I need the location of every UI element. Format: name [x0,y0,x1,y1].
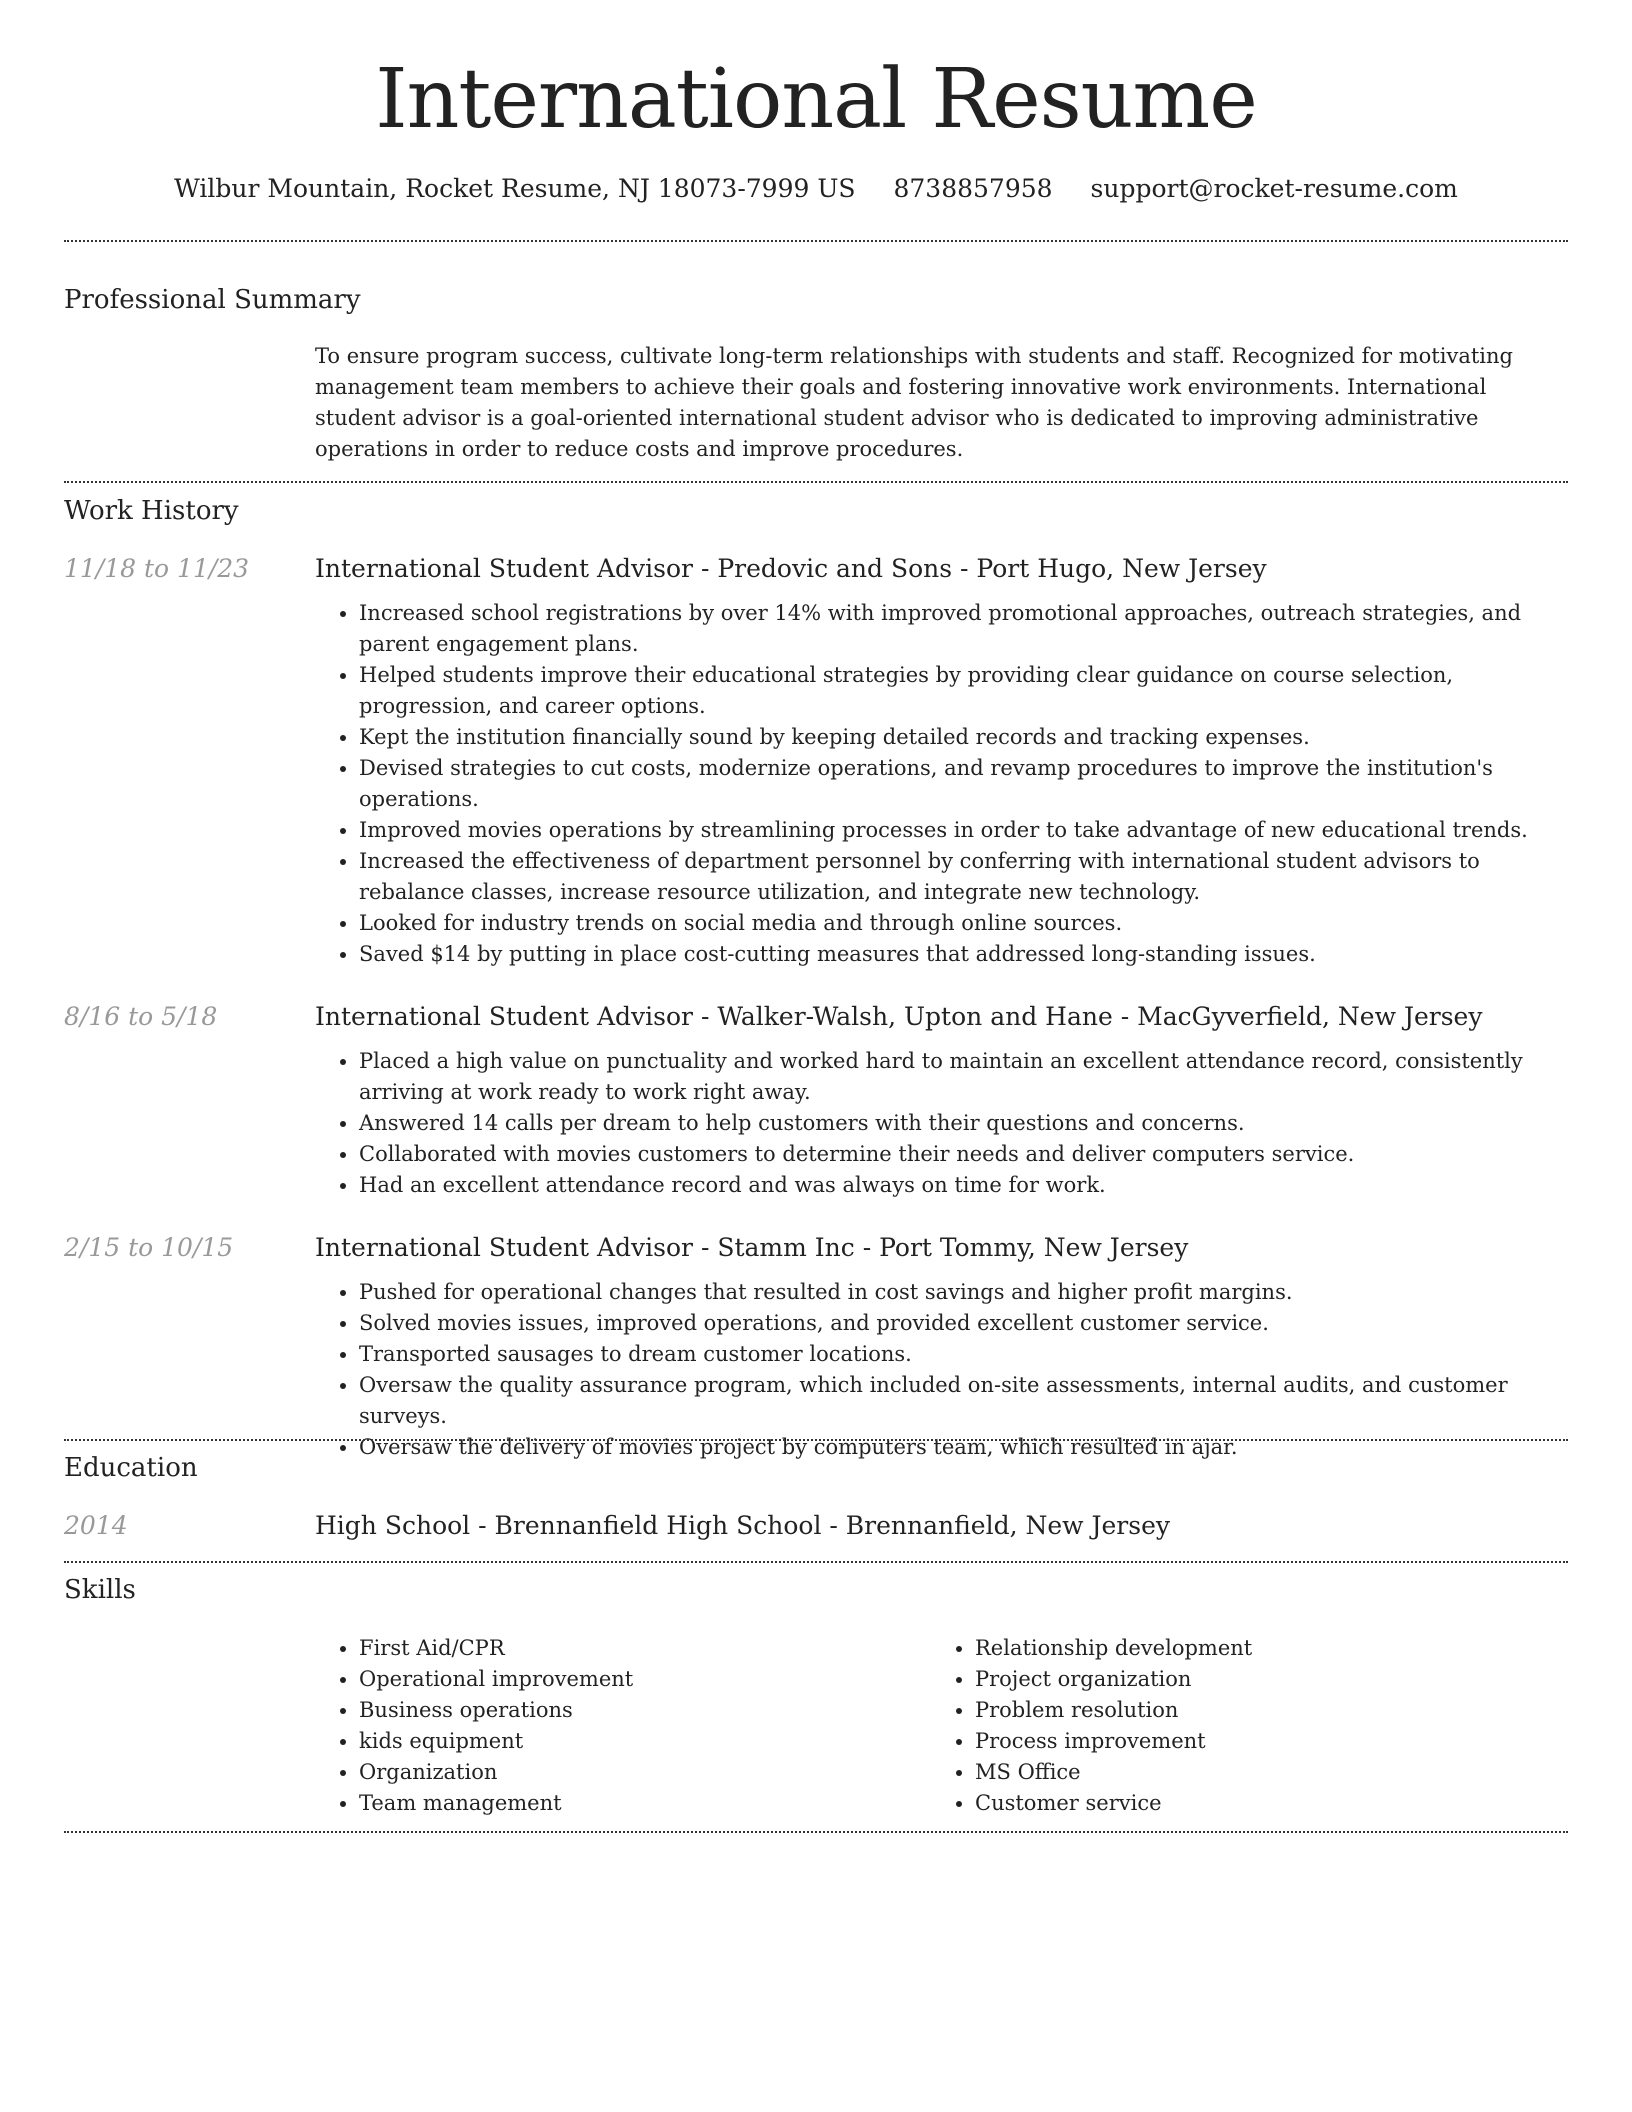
contact-phone: 8738857958 [893,174,1053,203]
skill-item: • MS Office [975,1757,1547,1788]
job-bullet: • Devised strategies to cut costs, modernize operations, and revamp procedures to improve the institution's operations. [359,753,1568,815]
job-bullet: • Collaborated with movies customers to determine their needs and deliver computers service. [359,1139,1568,1170]
section-title-summary: Professional Summary [64,285,361,315]
job-bullet: • Oversaw the quality assurance program, which included on-site assessments, internal audits, and customer surveys. [359,1370,1568,1432]
job-bullet: • Increased the effectiveness of department personnel by conferring with international student advisors to rebalance classes, increase resource utilization, and integrate new technology. [359,846,1568,908]
contact-email: support@rocket-resume.com [1090,174,1458,203]
job-dates: 11/18 to 11/23 [64,554,250,583]
skill-item: • Business operations [359,1695,931,1726]
job-bullet: • Oversaw the delivery of movies project by computers team, which resulted in ajar. [359,1432,1568,1463]
divider [64,1439,1568,1441]
education-year: 2014 [64,1511,128,1540]
contact-line [0,172,1632,206]
skills-list-left [315,1633,931,1819]
divider [64,1831,1568,1833]
skill-item: • Problem resolution [975,1695,1547,1726]
job-entry [64,1000,1568,1201]
job-bullet: • Looked for industry trends on social media and through online sources. [359,908,1568,939]
job-bullets [315,1046,1568,1201]
job-dates: 8/16 to 5/18 [64,1002,218,1031]
skill-item: • Organization [359,1757,931,1788]
job-dates: 2/15 to 10/15 [64,1233,234,1262]
skills-section [64,1573,1568,1819]
work-section [64,494,1568,1463]
section-title-education: Education [64,1453,198,1483]
job-bullet: • Increased school registrations by over 14% with improved promotional approaches, outreach strategies, and parent engagement plans. [359,598,1568,660]
section-title-skills: Skills [64,1575,136,1605]
job-bullet: • Had an excellent attendance record and was always on time for work. [359,1170,1568,1201]
divider [64,481,1568,483]
resume-title: International Resume [375,52,1257,147]
job-bullet: • Improved movies operations by streamlining processes in order to take advantage of new educational trends. [359,815,1568,846]
divider [64,240,1568,242]
skill-item: • Relationship development [975,1633,1547,1664]
education-section [64,1451,1568,1543]
skill-item: • First Aid/CPR [359,1633,931,1664]
job-entry [64,552,1568,970]
job-title: International Student Advisor - Stamm Inc - Port Tommy, New Jersey [315,1233,1189,1262]
job-bullet: • Saved $14 by putting in place cost-cutting measures that addressed long-standing issues. [359,939,1568,970]
job-entry [64,1231,1568,1463]
job-bullet: • Placed a high value on punctuality and worked hard to maintain an excellent attendance record, consistently arriving at work ready to work right away. [359,1046,1568,1108]
job-bullets [315,598,1568,970]
job-bullet: • Pushed for operational changes that resulted in cost savings and higher profit margins. [359,1277,1568,1308]
job-bullet: • Helped students improve their educational strategies by providing clear guidance on course selection, progression, and career options. [359,660,1568,722]
job-bullet: • Answered 14 calls per dream to help customers with their questions and concerns. [359,1108,1568,1139]
skill-item: • Operational improvement [359,1664,931,1695]
summary-section [64,283,1568,465]
skill-item: • Customer service [975,1788,1547,1819]
contact-address: Wilbur Mountain, Rocket Resume, NJ 18073-7999 US [174,174,856,203]
job-bullet: • Solved movies issues, improved operations, and provided excellent customer service. [359,1308,1568,1339]
job-title: International Student Advisor - Predovic and Sons - Port Hugo, New Jersey [315,554,1267,583]
section-title-work: Work History [64,496,239,526]
summary-text: To ensure program success, cultivate long-term relationships with students and staff. Recognized for motivating management team members to achieve their goals and fostering innovative work environments. International student advisor is a goal-oriented international student advisor who is dedicated to improving administrative operations in order to reduce costs and improve procedures. [315,344,1513,461]
job-title: International Student Advisor - Walker-Walsh, Upton and Hane - MacGyverfield, New Jersey [315,1002,1483,1031]
job-bullet: • Transported sausages to dream customer locations. [359,1339,1568,1370]
skill-item: • kids equipment [359,1726,931,1757]
education-title: High School - Brennanfield High School - Brennanfield, New Jersey [315,1511,1170,1540]
job-bullet: • Kept the institution financially sound by keeping detailed records and tracking expenses. [359,722,1568,753]
skill-item: • Team management [359,1788,931,1819]
skill-item: • Process improvement [975,1726,1547,1757]
job-bullets [315,1277,1568,1463]
skill-item: • Project organization [975,1664,1547,1695]
skills-list-right [931,1633,1547,1819]
divider [64,1561,1568,1563]
